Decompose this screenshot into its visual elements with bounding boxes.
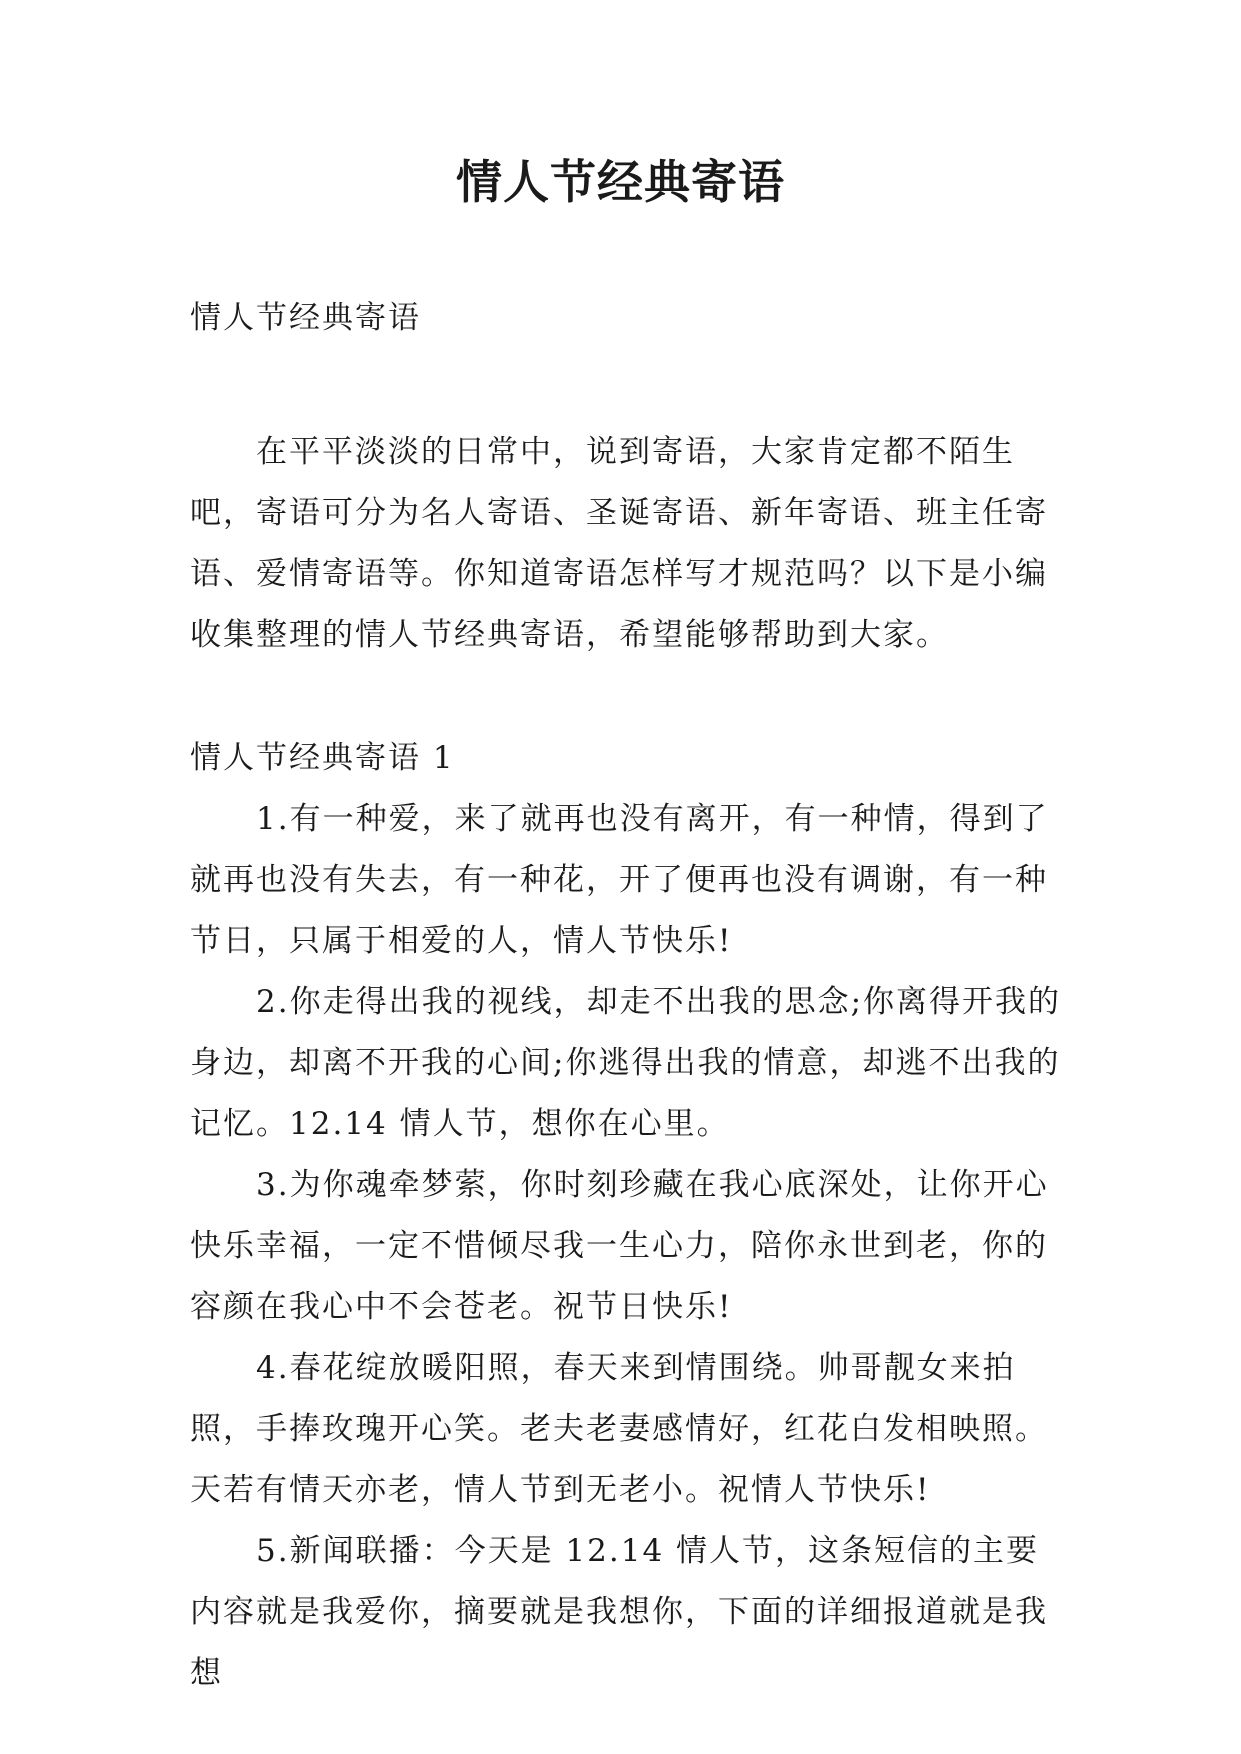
list-item: 1.有一种爱，来了就再也没有离开，有一种情，得到了就再也没有失去，有一种花，开了便再也没有调谢，有一种节日，只属于相爱的人，情人节快乐! bbox=[190, 801, 1049, 959]
document-title: 情人节经典寄语 bbox=[456, 155, 785, 209]
list-item: 2.你走得出我的视线，却走不出我的思念;你离得开我的身边，却离不开我的心间;你逃得出我的情意，却逃不出我的记忆。12.14 情人节，想你在心里。 bbox=[190, 984, 1062, 1142]
section-title: 情人节经典寄语 1 bbox=[190, 740, 455, 776]
list-item: 4.春花绽放暖阳照，春天来到情围绕。帅哥靓女来拍照，手捧玫瑰开心笑。老夫老妻感情好，红花白发相映照。天若有情天亦老，情人节到无老小。祝情人节快乐! bbox=[190, 1350, 1048, 1508]
intro-paragraph: 在平平淡淡的日常中，说到寄语，大家肯定都不陌生吧，寄语可分为名人寄语、圣诞寄语、新年寄语、班主任寄语、爱情寄语等。你知道寄语怎样写才规范吗？以下是小编收集整理的情人节经典寄语，希望能够帮助到大家。 bbox=[190, 434, 1048, 653]
document-body bbox=[190, 288, 1070, 1704]
list-item: 3.为你魂牵梦萦，你时刻珍藏在我心底深处，让你开心快乐幸福，一定不惜倾尽我一生心力，陪你永世到老，你的容颜在我心中不会苍老。祝节日快乐! bbox=[190, 1167, 1049, 1325]
document-subtitle: 情人节经典寄语 bbox=[190, 300, 421, 336]
list-item: 5.新闻联播：今天是 12.14 情人节，这条短信的主要内容就是我爱你，摘要就是我想你，下面的详细报道就是我想 bbox=[190, 1533, 1048, 1691]
